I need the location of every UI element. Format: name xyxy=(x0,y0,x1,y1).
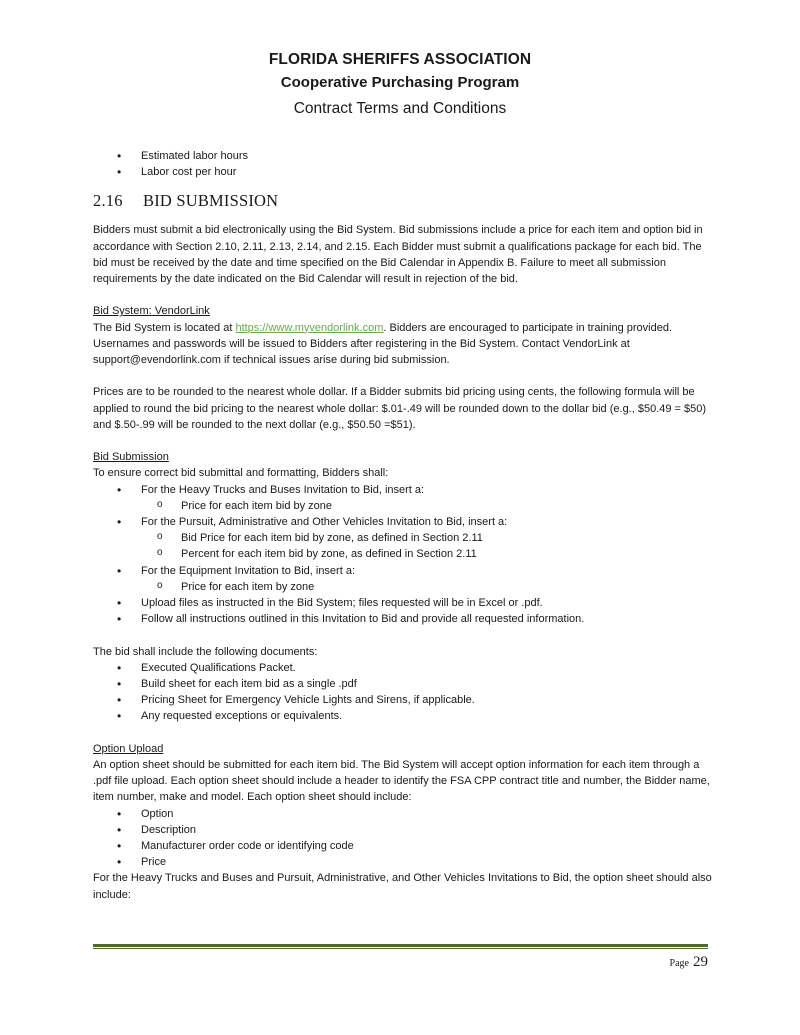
list-item: • Estimated labor hours xyxy=(93,148,713,164)
option-upload-text: An option sheet should be submitted for each item bid. The Bid System will accept option information for each item through a .pdf file upload. Each option sheet should include a header to identify the FSA CPP contract title and number, the Bidder name, item number, make and model. Each option sheet should include: xyxy=(93,759,710,804)
page-number xyxy=(670,953,708,971)
documents-intro: The bid shall include the following documents: xyxy=(93,645,318,658)
footer-rule xyxy=(93,944,708,947)
section-intro: Bidders must submit a bid electronically using the Bid System. Bid submissions include a price for each item and option bid in accordance with Section 2.10, 2.11, 2.13, 2.14, and 2.15. Each Bidder must submit a qualifications package for each bid. The bid must be received by the date and time specified on the Bid Calendar in Appendix B. Failure to meet all submission requirements by the date indicated on the Bid Calendar will result in rejection of the bid. xyxy=(93,224,703,286)
bid-system-text: The Bid System is located at https://www.myvendorlink.com. Bidders are encouraged to participate in training provided. Usernames and passwords will be issued to Bidders after registering in the Bid System. Contact VendorLink at support@evendorlink.com if technical issues arise during bid submission. xyxy=(93,321,673,367)
bid-system-heading: Bid System: VendorLink xyxy=(93,305,210,318)
list-item: • Executed Qualifications Packet. xyxy=(93,660,713,676)
option-items-list xyxy=(93,806,713,871)
section-heading xyxy=(93,190,713,212)
list-item: • For the Equipment Invitation to Bid, insert a: o Price for each item by zone xyxy=(93,563,713,595)
program-title: Cooperative Purchasing Program xyxy=(280,74,520,91)
carryover-list xyxy=(93,148,713,180)
vendorlink-link[interactable]: https://www.myvendorlink.com xyxy=(235,321,384,334)
list-item: • Option xyxy=(93,806,713,822)
page-number-value: 29 xyxy=(693,954,708,970)
sub-list-item: o Price for each item bid by zone xyxy=(141,498,713,514)
bid-submission-intro: To ensure correct bid submittal and formatting, Bidders shall: xyxy=(93,467,389,480)
bid-submission-heading: Bid Submission xyxy=(93,451,169,464)
rounding-text: Prices are to be rounded to the nearest whole dollar. If a Bidder submits bid pricing using cents, the following formula will be applied to round the bid pricing to the nearest whole dollar: $.01-.49 will be rounded down to the dollar bid (e.g., $50.49 = $50) and $.50-.99 will be rounded to the next dollar (e.g., $50.50 =$51). xyxy=(93,386,707,431)
page-label: Page xyxy=(669,958,689,969)
section-number: 2.16 xyxy=(93,191,123,211)
option-upload-closing: For the Heavy Trucks and Buses and Pursuit, Administrative, and Other Vehicles Invitations to Bid, the option sheet should also include: xyxy=(93,872,712,901)
list-item: • Manufacturer order code or identifying code xyxy=(93,838,713,854)
list-item: • For the Pursuit, Administrative and Other Vehicles Invitation to Bid, insert a: o Bid Price for each item bid by zone, as defined in Section 2.11 o Percent for each item bid by zone, as defined in Section 2.11 xyxy=(93,514,713,563)
list-item: • For the Heavy Trucks and Buses Invitation to Bid, insert a: o Price for each item bid by zone xyxy=(93,482,713,514)
bid-submission-list xyxy=(93,482,713,628)
list-item: • Build sheet for each item bid as a single .pdf xyxy=(93,676,713,692)
document-subtitle: Contract Terms and Conditions xyxy=(293,100,507,117)
option-upload-heading: Option Upload xyxy=(93,742,164,755)
list-item: • Pricing Sheet for Emergency Vehicle Lights and Sirens, if applicable. xyxy=(93,692,713,708)
page-header xyxy=(0,50,800,122)
documents-list xyxy=(93,660,713,725)
list-item: • Labor cost per hour xyxy=(93,164,713,180)
org-title: FLORIDA SHERIFFS ASSOCIATION xyxy=(268,51,532,68)
list-item: • Price xyxy=(93,854,713,870)
section-title: BID SUBMISSION xyxy=(143,191,279,211)
footer-rule-thin xyxy=(93,948,708,949)
list-item: • Follow all instructions outlined in this Invitation to Bid and provide all requested information. xyxy=(93,611,713,627)
page-content xyxy=(93,148,713,903)
list-item: • Description xyxy=(93,822,713,838)
sub-list-item: o Percent for each item bid by zone, as defined in Section 2.11 xyxy=(141,546,713,562)
sub-list-item: o Bid Price for each item bid by zone, as defined in Section 2.11 xyxy=(141,530,713,546)
list-item: • Upload files as instructed in the Bid System; files requested will be in Excel or .pdf. xyxy=(93,595,713,611)
sub-list-item: o Price for each item by zone xyxy=(141,579,713,595)
list-item: • Any requested exceptions or equivalents. xyxy=(93,708,713,724)
